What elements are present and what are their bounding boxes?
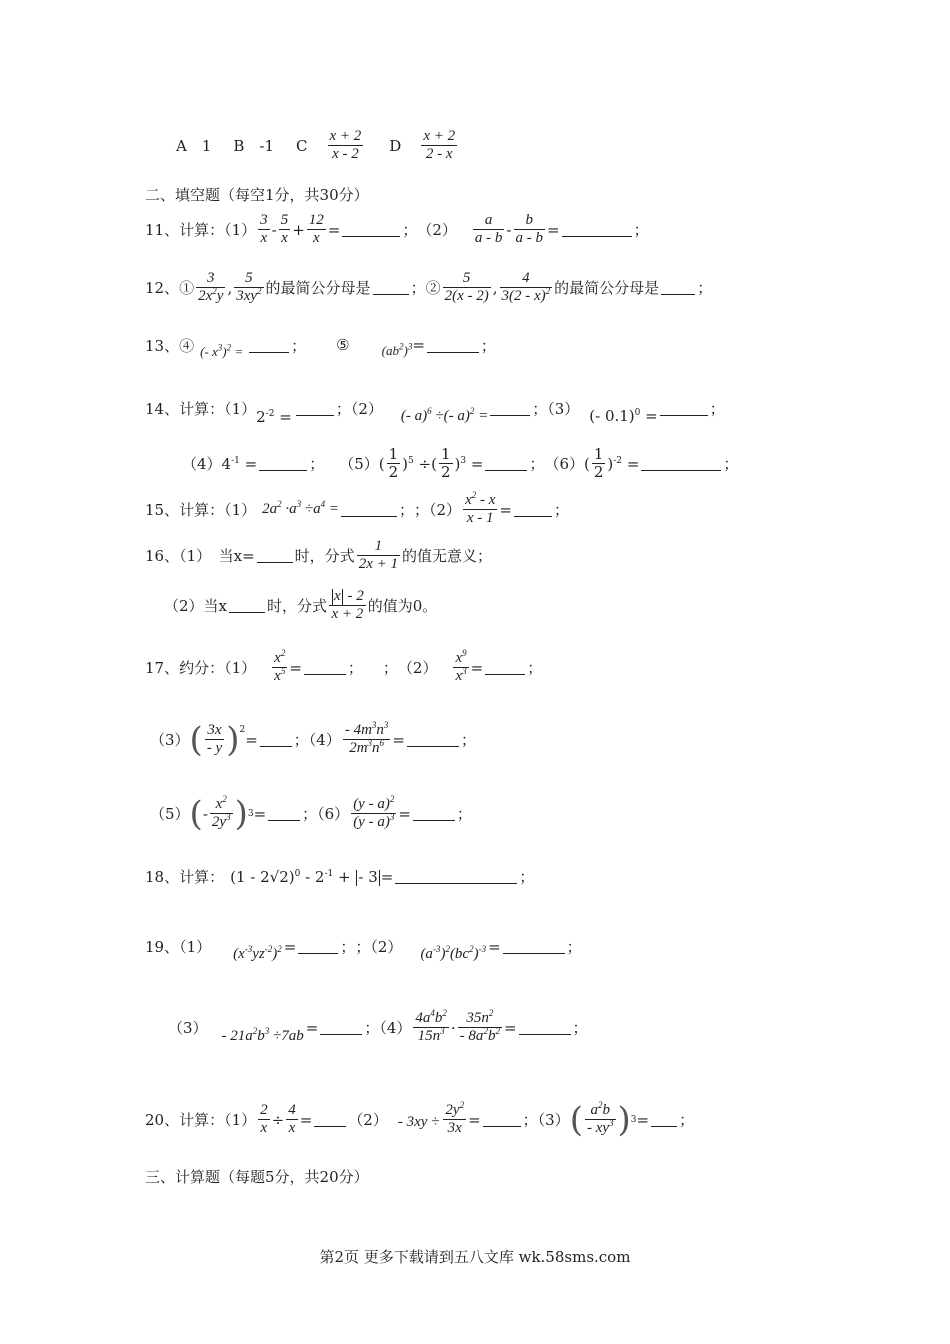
fraction: $\frac{x^2}{2y^3}$: [211, 794, 231, 830]
question-19-line2: （3） - $21a^2b^3 \div 7ab$ = ；（4） $\frac{4a^4b^2}{15n^3}$ · $\frac{35n^2}{- 8a^2b^2}$ = ；: [168, 1008, 588, 1044]
q11-part2: ； （2）: [402, 221, 457, 239]
answer-blank[interactable]: [519, 1020, 571, 1035]
question-17: 17、约分：（1） $\frac{x^2}{x^5}$ = ； ； （2） $\frac{x^9}{x^3}$ = ；: [145, 648, 543, 684]
question-17-line3: （5） ( - $\frac{x^2}{2y^3}$ ) 3 = ；（6） $\frac{(y - a)^2}{(y - a)^3}$ = ；: [150, 793, 472, 834]
option-a: A 1: [176, 137, 212, 155]
q16-t2: 的值无意义；: [401, 547, 492, 565]
question-11: 11、计算：（1） $\frac{3}{x}$ - $\frac{5}{x}$ + $\frac{12}{x}$ = ； （2） $\frac{a}{a - b}$ - $\frac{b}{a - b}$ = ；: [145, 212, 649, 246]
question-16-line2: [164, 588, 437, 623]
fraction: $\frac{3}{x}$: [260, 212, 268, 246]
q19-p3: （3）: [168, 1019, 208, 1037]
q14-p6: ； （6）: [529, 455, 584, 473]
fraction: $\frac{b}{a - b}$: [515, 212, 543, 246]
question-14-line2: （4） $4^{-1}$ = ； （5） ( $\frac{1}{2}$ )$^5$ ÷( $\frac{1}{2}$ )$^3$ = ； （6） ( $\frac{1}{2}$ )$^{-2}$ = ；: [182, 445, 739, 481]
q13-label: 13、④: [145, 336, 195, 355]
q18-label: 18、计算：: [145, 868, 225, 886]
question-20: 20、计算：（1） $\frac{2}{x}$ ÷ $\frac{4}{x}$ = （2） - 3xy ÷ $\frac{2y^2}{3x}$ = ；（3） ( $\frac{a^2b}{- xy^3}$ ) 3 = ；: [145, 1099, 695, 1140]
page-footer: 第2页 更多下载请到五八文库 wk.58sms.com: [319, 1248, 631, 1266]
answer-blank[interactable]: [304, 660, 346, 675]
fraction: $\frac{x - 2}{x + 2}$: [329, 588, 366, 623]
answer-blank[interactable]: [413, 806, 455, 821]
question-18: 18、计算： $(1 - 2√2)^0 - 2^{-1}$ + - 3 = ；: [145, 867, 535, 886]
question-17-line2: （3） ( $\frac{3x}{- y}$ ) 2 = ；（4） $\frac{- 4m^3n^3}{2m^3n^6}$ = ；: [150, 719, 477, 760]
fraction: $\frac{1}{2}$: [593, 445, 604, 481]
q20-p2: （2）: [348, 1111, 388, 1129]
answer-blank[interactable]: [503, 939, 565, 954]
question-14: 14、计算：（1） $2^{-2}$ = ；（2） (- a)$^6$ ÷(- a)$^2$ = ；（3） (- 0.1)$^0$ = ；: [145, 399, 725, 426]
answer-blank[interactable]: [259, 456, 307, 471]
fraction: $\frac{4}{3(2 - x)^2}$: [501, 270, 551, 304]
answer-blank[interactable]: [298, 939, 338, 954]
answer-blank[interactable]: [514, 502, 552, 517]
fraction: $\frac{1}{2}$: [388, 445, 399, 481]
fraction: $\frac{3x}{- y}$: [206, 722, 223, 756]
q17-p6: ；（6）: [302, 805, 350, 823]
fraction: $\frac{- 4m^3n^3}{2m^3n^6}$: [344, 720, 389, 756]
fraction: $\frac{12}{x}$: [308, 212, 324, 246]
q12-label: 12、①: [145, 279, 195, 297]
q11-end: ；: [633, 221, 649, 239]
question-19: 19、（1） $(x^{-3}yz^{-2})^2$ = ； ；（2） $(a^{-3})^2(bc^2)^{-3}$ = ；: [145, 937, 582, 962]
fraction: $\frac{5}{2(x - 2)}$: [444, 270, 489, 304]
fraction: $\frac{4}{x}$: [288, 1102, 296, 1136]
answer-blank[interactable]: [407, 732, 459, 747]
answer-blank[interactable]: [660, 401, 708, 416]
answer-blank[interactable]: [268, 806, 300, 821]
q16-t4: 的值为0。: [367, 597, 438, 615]
option-d-fraction: $\frac{x + 2}{2 - x}$: [423, 128, 456, 162]
answer-blank[interactable]: [641, 456, 721, 471]
question-12: 12、① $\frac{3}{2x^2y}$ , $\frac{5}{3xy^2}$ 的最简公分母是 ；② $\frac{5}{2(x - 2)}$ , $\frac{4}{3(2 - x)^2}$ 的最简公分母是 ；: [145, 270, 713, 304]
q12-mid: ；②: [410, 279, 441, 297]
answer-blank[interactable]: [485, 660, 525, 675]
answer-blank[interactable]: [427, 338, 479, 353]
answer-blank[interactable]: [651, 1112, 677, 1127]
option-c: C: [296, 136, 308, 155]
q20-p3: ；（3）: [522, 1111, 570, 1129]
q11-label: 11、计算：（1）: [145, 221, 257, 239]
q12-text1: 的最简公分母是: [265, 279, 371, 297]
answer-blank[interactable]: [249, 338, 289, 353]
answer-blank[interactable]: [483, 1112, 521, 1127]
q17-p2: ； （2）: [382, 659, 438, 677]
fraction: $\frac{4a^4b^2}{15n^3}$: [415, 1008, 447, 1044]
fraction: $\frac{5}{x}$: [280, 212, 289, 246]
q17-label: 17、约分：（1）: [145, 659, 257, 677]
q19-p2: ；（2）: [355, 938, 403, 956]
q19-p4: ；（4）: [364, 1019, 412, 1037]
option-d: D: [389, 136, 402, 155]
option-c-fraction: $\frac{x + 2}{x - 2}$: [329, 128, 362, 162]
answer-blank[interactable]: [260, 732, 292, 747]
question-13: 13、④ (- $x^3)^2$ = ； ⑤ $(ab^2)^3$ = ；: [145, 336, 496, 359]
answer-blank[interactable]: [257, 548, 293, 563]
fraction: $\frac{x^2}{x^5}$: [274, 648, 286, 684]
question-15: 15、计算：（1） $2a^2 \cdot a^3 \div a^4$ = ； ；（2） $\frac{x^2 - x}{x - 1}$ = ；: [145, 490, 569, 526]
answer-blank[interactable]: [485, 456, 527, 471]
fraction: $\frac{(y - a)^2}{(y - a)^3}$: [353, 794, 395, 830]
q14-label: 14、计算：（1）: [145, 399, 257, 418]
q20-label: 20、计算：（1）: [145, 1111, 257, 1129]
answer-options: [176, 128, 459, 163]
answer-blank[interactable]: [661, 280, 695, 295]
fraction: $\frac{x^2 - x}{x - 1}$: [465, 490, 496, 526]
q12-text2: 的最简公分母是: [554, 279, 660, 297]
section-3-heading: 三、计算题（每题5分，共20分）: [145, 1168, 369, 1186]
q16-l2: （2）当x: [164, 597, 228, 615]
fraction: $\frac{3}{2x^2y}$: [198, 270, 224, 304]
answer-blank[interactable]: [395, 869, 517, 884]
option-b: B -1: [233, 137, 275, 155]
q15-p2: ；（2）: [414, 501, 462, 519]
q14-p4: （4）: [182, 455, 222, 473]
q17-p3: （3）: [150, 731, 190, 749]
fraction: $\frac{2}{x}$: [260, 1102, 268, 1136]
fraction: $\frac{1}{2x + 1}$: [358, 538, 398, 572]
answer-blank[interactable]: [342, 222, 400, 237]
answer-blank[interactable]: [296, 401, 334, 416]
q13-mark5: ⑤: [336, 336, 350, 354]
q16-t1: 时，分式: [294, 547, 355, 565]
q12-end: ；: [697, 279, 713, 297]
answer-blank[interactable]: [229, 598, 265, 613]
fraction: $\frac{x^9}{x^3}$: [455, 648, 467, 684]
question-16: [145, 538, 492, 573]
fraction: $\frac{a^2b}{- xy^3}$: [586, 1100, 614, 1136]
section-2-heading: 二、填空题（每空1分，共30分）: [145, 186, 369, 204]
answer-blank[interactable]: [320, 1020, 362, 1035]
q19-label: 19、（1）: [145, 938, 212, 956]
answer-blank[interactable]: [490, 401, 530, 416]
answer-blank[interactable]: [373, 280, 409, 295]
q14-p2: ；（2）: [335, 399, 383, 418]
fraction: $\frac{a}{a - b}$: [474, 212, 503, 246]
q16-t3: 时，分式: [267, 597, 328, 615]
fraction: $\frac{1}{2}$: [440, 445, 451, 481]
answer-blank[interactable]: [314, 1112, 346, 1127]
fraction: $\frac{5}{3xy^2}$: [236, 270, 262, 304]
answer-blank[interactable]: [562, 222, 632, 237]
q14-p5: ； （5）: [309, 455, 379, 473]
fraction: $\frac{35n^2}{- 8a^2b^2}$: [459, 1008, 500, 1044]
fraction: $\frac{2y^2}{3x}$: [445, 1100, 465, 1136]
q15-label: 15、计算：（1）: [145, 501, 257, 519]
q16-label: 16、（1） 当x=: [145, 547, 255, 565]
answer-blank[interactable]: [341, 502, 397, 517]
q17-p5: （5）: [150, 805, 190, 823]
q17-p4: ；（4）: [293, 731, 341, 749]
q14-p3: ；（3）: [532, 399, 580, 418]
